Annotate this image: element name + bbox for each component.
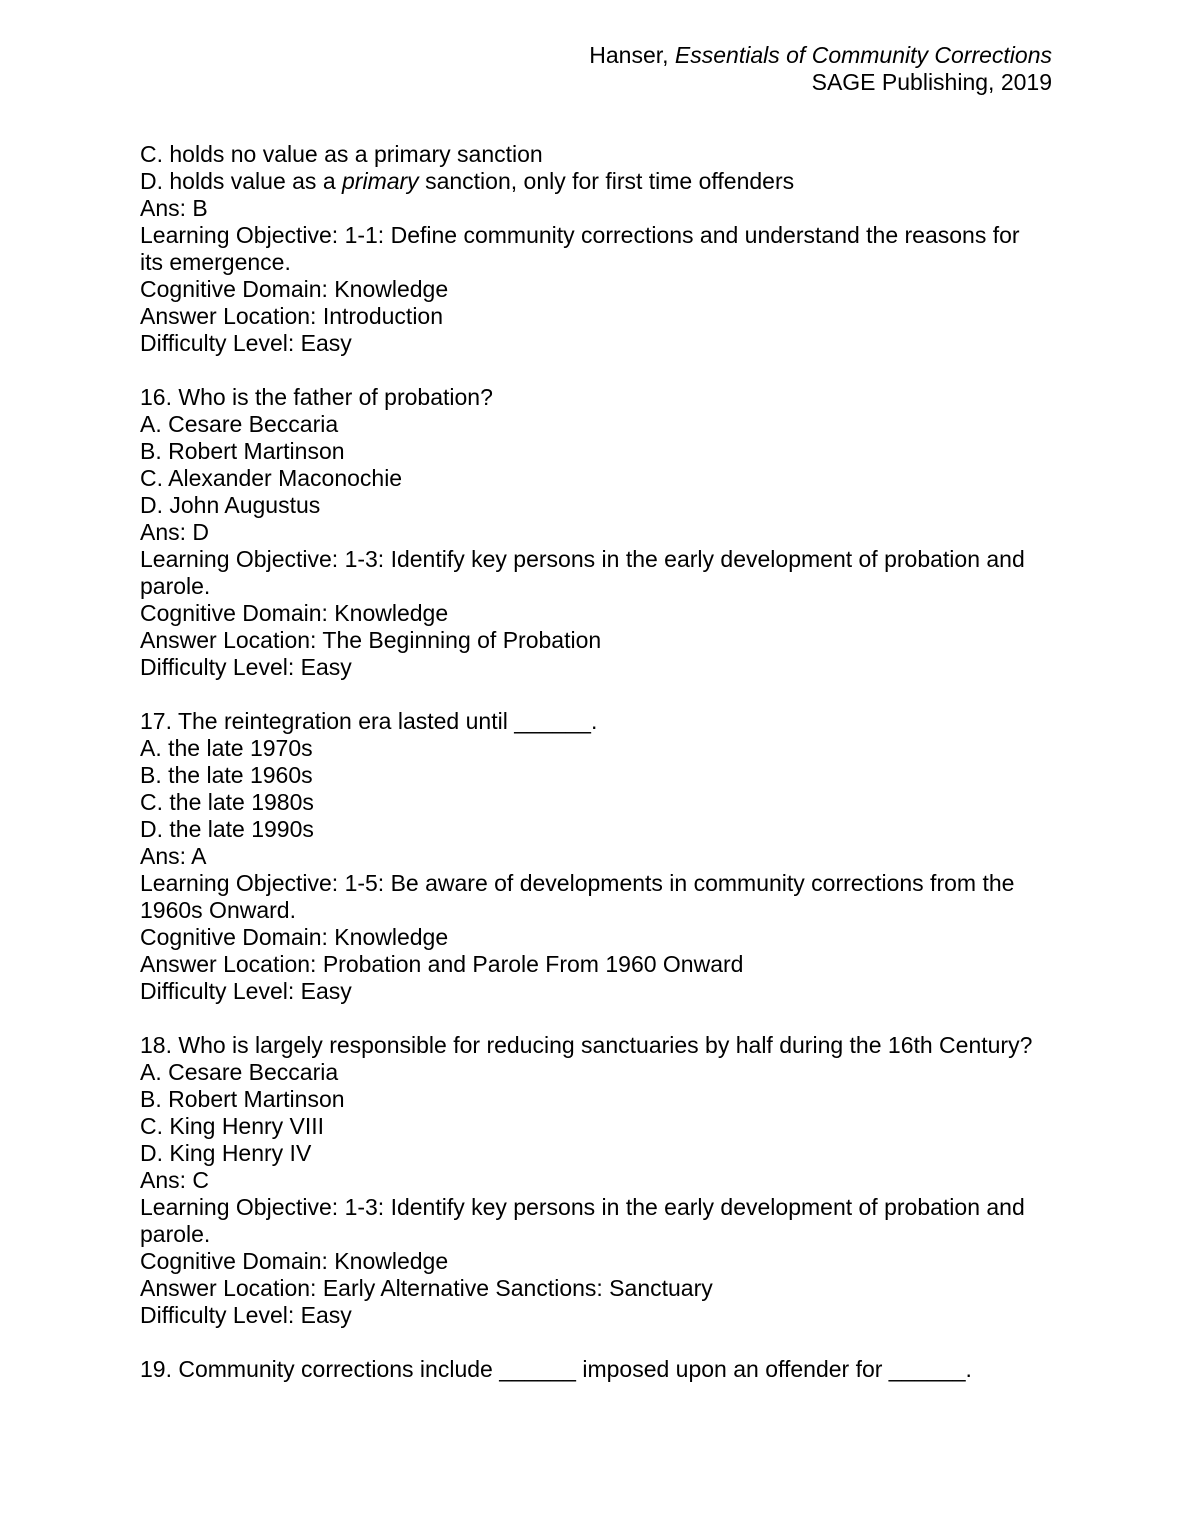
text-run: A. Cesare Beccaria [140, 1059, 339, 1085]
text-run: Cognitive Domain: Knowledge [140, 1248, 449, 1274]
text-run: C. holds no value as a primary sanction [140, 141, 543, 167]
page-header [589, 42, 1052, 96]
text-line [140, 627, 1052, 654]
text-run: Difficulty Level: Easy [140, 978, 352, 1004]
text-line [140, 1032, 1052, 1059]
text-line [140, 1302, 1052, 1329]
text-line [140, 276, 1052, 303]
text-line [140, 951, 1052, 978]
text-line [140, 411, 1052, 438]
text-run: C. the late 1980s [140, 789, 314, 815]
text-run: Cognitive Domain: Knowledge [140, 924, 449, 950]
text-line [140, 141, 1052, 168]
text-line [140, 843, 1052, 870]
text-run: D. the late 1990s [140, 816, 314, 842]
text-run: D. King Henry IV [140, 1140, 312, 1166]
text-line [140, 492, 1052, 519]
text-run: Answer Location: The Beginning of Probation [140, 627, 602, 653]
text-run: Difficulty Level: Easy [140, 1302, 352, 1328]
text-line [140, 654, 1052, 681]
text-line [140, 1086, 1052, 1113]
text-line [140, 870, 1052, 897]
text-run: parole. [140, 1221, 211, 1247]
text-run: Answer Location: Introduction [140, 303, 444, 329]
text-line [140, 1356, 1052, 1383]
text-line [140, 249, 1052, 276]
text-line [140, 600, 1052, 627]
text-line [140, 762, 1052, 789]
text-line [140, 735, 1052, 762]
text-line [140, 789, 1052, 816]
text-run: C. King Henry VIII [140, 1113, 325, 1139]
text-line [140, 303, 1052, 330]
text-run: Cognitive Domain: Knowledge [140, 600, 449, 626]
text-run: D. John Augustus [140, 492, 321, 518]
header-book-title [589, 42, 1052, 69]
text-line [140, 1113, 1052, 1140]
text-run: parole. [140, 573, 211, 599]
text-run: B. Robert Martinson [140, 438, 345, 464]
text-run: Difficulty Level: Easy [140, 330, 352, 356]
text-line [140, 1167, 1052, 1194]
text-line [140, 546, 1052, 573]
text-line [140, 1221, 1052, 1248]
text-run: sanction, only for first time offenders [418, 168, 795, 194]
text-line [140, 708, 1052, 735]
text-run: 17. The reintegration era lasted until ______. [140, 708, 598, 734]
text-run: B. Robert Martinson [140, 1086, 345, 1112]
italic-text-run: primary [342, 168, 419, 194]
text-run: Cognitive Domain: Knowledge [140, 276, 449, 302]
question-17 [140, 708, 1052, 1005]
text-run: A. Cesare Beccaria [140, 411, 339, 437]
text-line [140, 438, 1052, 465]
text-run: Hanser, [589, 42, 675, 68]
text-line [140, 1140, 1052, 1167]
text-line [140, 168, 1052, 195]
text-line [140, 573, 1052, 600]
text-line [140, 465, 1052, 492]
question-18 [140, 1032, 1052, 1329]
text-run: A. the late 1970s [140, 735, 313, 761]
text-run: SAGE Publishing, 2019 [811, 69, 1052, 95]
document-body [140, 141, 1052, 1383]
text-line [140, 978, 1052, 1005]
text-line [140, 330, 1052, 357]
italic-text-run: Essentials of Community Corrections [674, 42, 1052, 68]
text-run: Ans: D [140, 519, 210, 545]
text-line [140, 195, 1052, 222]
text-line [140, 222, 1052, 249]
text-run: Ans: C [140, 1167, 210, 1193]
text-run: Ans: B [140, 195, 208, 221]
text-line [140, 816, 1052, 843]
text-run: Answer Location: Early Alternative Sanctions: Sanctuary [140, 1275, 713, 1301]
text-run: B. the late 1960s [140, 762, 313, 788]
question-19 [140, 1356, 1052, 1383]
text-run: 19. Community corrections include ______ imposed upon an offender for ______. [140, 1356, 972, 1382]
text-run: D. holds value as a [140, 168, 343, 194]
text-run: Answer Location: Probation and Parole From 1960 Onward [140, 951, 744, 977]
text-line [140, 1275, 1052, 1302]
text-run: Learning Objective: 1-5: Be aware of developments in community corrections from the [140, 870, 1015, 896]
text-line [140, 384, 1052, 411]
text-run: 18. Who is largely responsible for reducing sanctuaries by half during the 16th Century? [140, 1032, 1033, 1058]
text-line [140, 1059, 1052, 1086]
text-run: Learning Objective: 1-3: Identify key persons in the early development of probation and [140, 546, 1025, 572]
text-run: its emergence. [140, 249, 291, 275]
text-line [140, 1248, 1052, 1275]
text-line [140, 924, 1052, 951]
text-run: Difficulty Level: Easy [140, 654, 352, 680]
text-line [140, 897, 1052, 924]
header-publisher [589, 69, 1052, 96]
question-16 [140, 384, 1052, 681]
text-run: 16. Who is the father of probation? [140, 384, 493, 410]
text-line [140, 1194, 1052, 1221]
question-15-continuation [140, 141, 1052, 357]
text-run: Learning Objective: 1-3: Identify key persons in the early development of probation and [140, 1194, 1025, 1220]
text-run: C. Alexander Maconochie [140, 465, 403, 491]
text-run: Learning Objective: 1-1: Define community corrections and understand the reasons for [140, 222, 1020, 248]
text-run: 1960s Onward. [140, 897, 296, 923]
text-run: Ans: A [140, 843, 207, 869]
text-line [140, 519, 1052, 546]
